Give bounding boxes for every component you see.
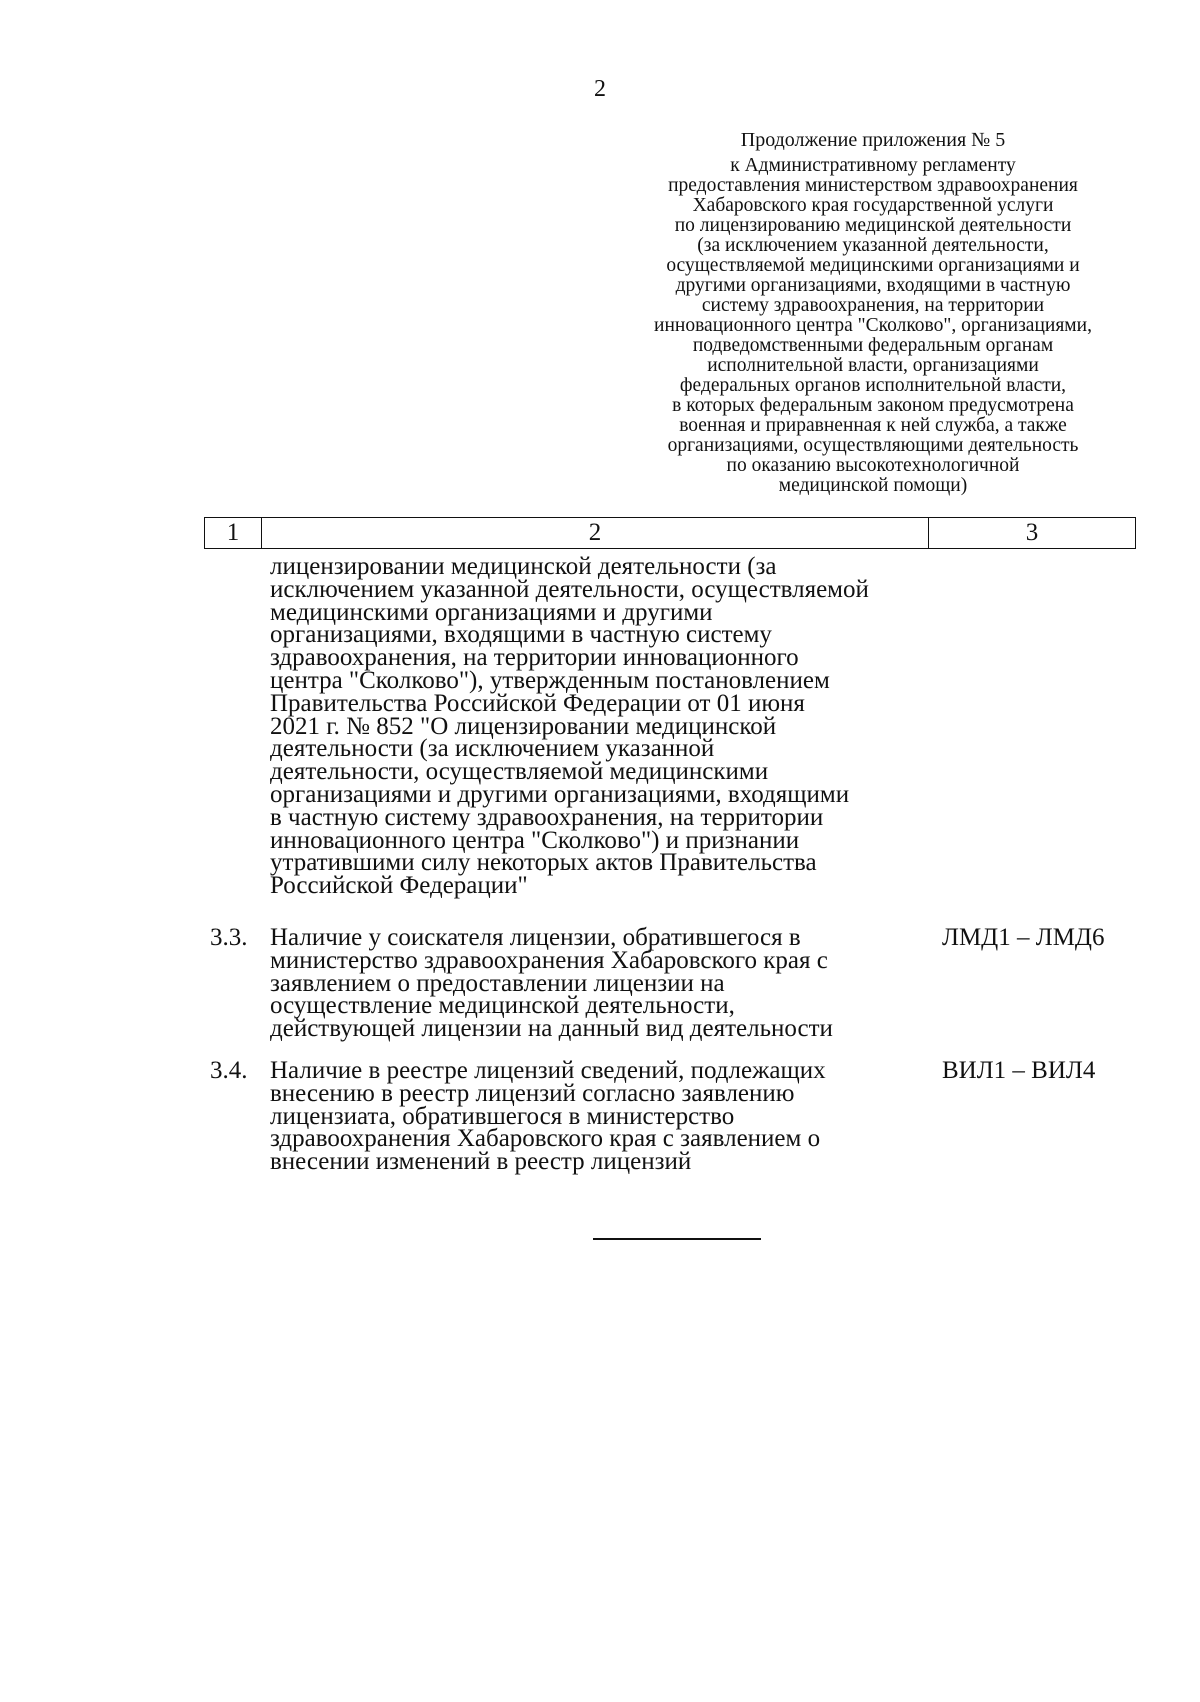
end-divider <box>593 1238 761 1240</box>
appendix-line: по лицензированию медицинской деятельности <box>674 215 1072 236</box>
text-line: осуществление медицинской деятельности, <box>270 992 735 1020</box>
row-number: 3.3. <box>210 924 248 951</box>
appendix-header <box>612 130 1134 496</box>
appendix-line: федеральных органов исполнительной власти, <box>679 375 1067 396</box>
text-line: организациями и другими организациями, входящими <box>270 780 850 808</box>
text-line: исключением указанной деятельности, осуществляемой <box>270 575 869 603</box>
text-line: инновационного центра "Сколково") и признании <box>270 826 800 854</box>
text-line: заявлением о предоставлении лицензии на <box>270 969 725 997</box>
appendix-line: осуществляемой медицинскими организациями и <box>666 255 1080 276</box>
table-header-row <box>204 517 1136 549</box>
appendix-line: инновационного центра "Сколково", организациями, <box>654 315 1092 336</box>
text-line: внесению в реестр лицензий согласно заявлению <box>270 1079 795 1107</box>
appendix-line: Хабаровского края государственной услуги <box>692 195 1054 216</box>
row-reference-code: ВИЛ1 – ВИЛ4 <box>942 1057 1096 1084</box>
row-description <box>270 924 930 1043</box>
page-number: 2 <box>594 76 606 102</box>
table-header-col-1: 1 <box>205 518 262 548</box>
appendix-line: систему здравоохранения, на территории <box>701 295 1045 316</box>
table-header-col-2: 2 <box>262 518 929 548</box>
text-line: здравоохранения, на территории инновационного <box>270 644 799 672</box>
text-line: деятельности, осуществляемой медицинскими <box>270 758 769 786</box>
text-line: Правительства Российской Федерации от 01 июня <box>270 689 805 717</box>
text-line: министерство здравоохранения Хабаровского края с <box>270 946 828 974</box>
table-row-3-4 <box>210 1057 1130 1176</box>
text-line: утратившими силу некоторых актов Правительства <box>270 849 817 877</box>
appendix-line: исполнительной власти, организациями <box>707 355 1039 376</box>
text-line: лицензиата, обратившегося в министерство <box>270 1102 735 1130</box>
text-line: организациями, входящими в частную систему <box>270 621 772 649</box>
text-line: лицензировании медицинской деятельности (за <box>270 553 777 580</box>
appendix-line: организациями, осуществляющими деятельность <box>667 435 1079 456</box>
text-line: медицинскими организациями и другими <box>270 598 713 626</box>
text-line: в частную систему здравоохранения, на территории <box>270 803 824 831</box>
row-number: 3.4. <box>210 1057 248 1084</box>
appendix-line: подведомственными федеральным органам <box>692 335 1054 356</box>
text-line: действующей лицензии на данный вид деятельности <box>270 1015 833 1043</box>
text-line: деятельности (за исключением указанной <box>270 735 715 763</box>
table-continuation-text <box>270 553 930 900</box>
table-row-3-3 <box>210 924 1130 1043</box>
text-line: 2021 г. № 852 "О лицензировании медицинской <box>270 712 777 740</box>
row-description <box>270 1057 930 1176</box>
appendix-line: (за исключением указанной деятельности, <box>697 235 1049 256</box>
appendix-line: военная и приравненная к ней служба, а также <box>679 415 1067 436</box>
appendix-title: Продолжение приложения № 5 <box>740 129 1006 151</box>
text-line: Наличие в реестре лицензий сведений, подлежащих <box>270 1057 826 1084</box>
text-line: центра "Сколково"), утвержденным постановлением <box>270 666 830 694</box>
appendix-line: по оказанию высокотехнологичной <box>726 455 1020 476</box>
text-line: Российской Федерации" <box>270 872 528 900</box>
appendix-line: предоставления министерством здравоохранения <box>668 175 1078 196</box>
table-header-col-3: 3 <box>1025 519 1039 546</box>
appendix-line: медицинской помощи) <box>778 475 968 496</box>
appendix-line: к Административному регламенту <box>730 155 1016 176</box>
appendix-line: в которых федеральным законом предусмотрена <box>672 395 1074 416</box>
appendix-line: другими организациями, входящими в частную <box>675 275 1071 296</box>
text-line: здравоохранения Хабаровского края с заявлением о <box>270 1125 821 1153</box>
row-reference-code: ЛМД1 – ЛМД6 <box>942 924 1105 951</box>
text-line: Наличие у соискателя лицензии, обратившегося в <box>270 924 801 951</box>
text-line: внесении изменений в реестр лицензий <box>270 1148 692 1176</box>
